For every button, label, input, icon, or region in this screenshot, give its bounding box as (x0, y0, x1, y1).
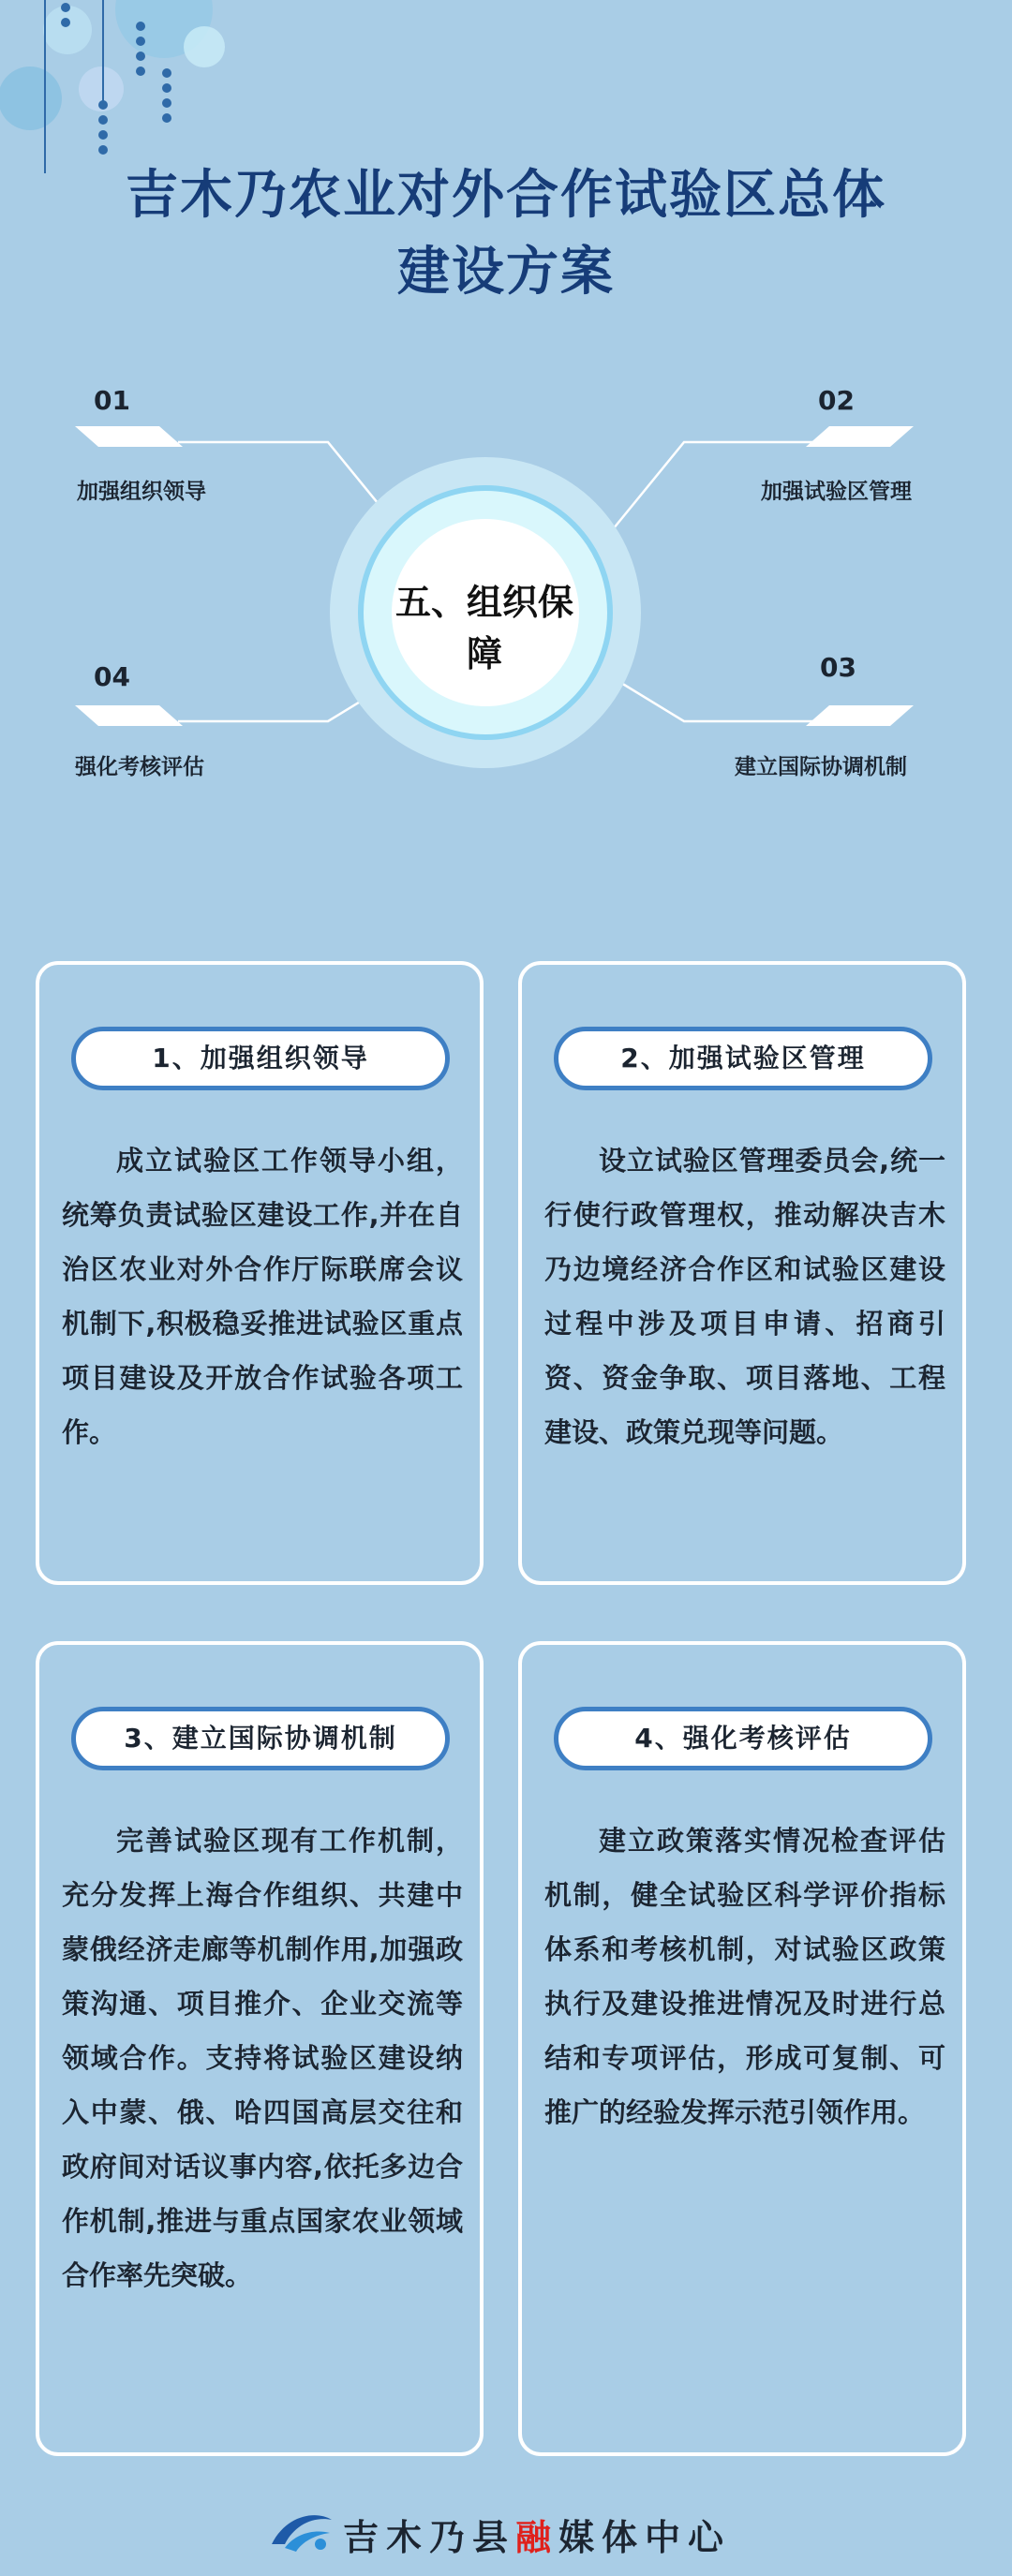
hub-label-03: 建立国际协调机制 (735, 755, 907, 779)
hub-diagram (0, 356, 1012, 787)
hub-center-label: 五、组织保障 (394, 582, 573, 674)
tab-04 (75, 705, 183, 726)
connector-03 (600, 670, 834, 721)
card-heading: 2、加强试验区管理 (554, 1027, 932, 1090)
media-center-logo-icon (268, 2507, 335, 2555)
hub-label-01: 加强组织领导 (77, 480, 206, 504)
card-organization-leadership (36, 961, 484, 1585)
footer-brand-accent: 融 (515, 2517, 559, 2558)
card-body: 设立试验区管理委员会,统一行使行政管理权，推动解决吉木乃边境经济合作区和试验区建设过程中涉及项目申请、招商引资、资金争取、项目落地、工程建设、政策兑现等问题。 (544, 1145, 945, 1448)
hub-label-04: 强化考核评估 (75, 755, 204, 779)
hub-num-03: 03 (820, 652, 856, 683)
footer-brand-part2: 媒体中心 (558, 2517, 732, 2558)
card-body: 建立政策落实情况检查评估机制，健全试验区科学评价指标体系和考核机制，对试验区政策执行及建设推进情况及时进行总结和专项评估，形成可复制、可推广的经验发挥示范引领作用。 (544, 1825, 945, 2128)
hub-num-04: 04 (94, 661, 130, 692)
card-assessment (518, 1641, 966, 2456)
hub-num-02: 02 (818, 385, 855, 416)
tab-03 (806, 705, 914, 726)
hub-num-01: 01 (94, 385, 130, 416)
page-title (84, 157, 928, 311)
footer-brand (343, 2509, 731, 2560)
page-title-line1: 吉木乃农业对外合作试验区总体 (126, 165, 886, 226)
card-zone-management (518, 961, 966, 1585)
card-body: 成立试验区工作领导小组，统筹负责试验区建设工作,并在自治区农业对外合作厅际联席会议机制下,积极稳妥推进试验区重点项目建设及开放合作试验各项工作。 (62, 1145, 463, 1448)
card-international-coordination (36, 1641, 484, 2456)
card-heading: 1、加强组织领导 (71, 1027, 450, 1090)
card-heading: 3、建立国际协调机制 (71, 1707, 450, 1770)
card-heading: 4、强化考核评估 (554, 1707, 932, 1770)
page-title-line2: 建设方案 (397, 242, 615, 303)
tab-01 (75, 426, 183, 447)
card-body: 完善试验区现有工作机制，充分发挥上海合作组织、共建中蒙俄经济走廊等机制作用,加强政策沟通、项目推介、企业交流等领域合作。支持将试验区建设纳入中蒙、俄、哈四国高层交往和政府间对话议事内容,依托多边合作机制,推进与重点国家农业领域合作率先突破。 (62, 1825, 463, 2291)
hub-label-02: 加强试验区管理 (761, 480, 912, 504)
tab-02 (806, 426, 914, 447)
footer-brand-part1: 吉木乃县 (343, 2517, 516, 2558)
footer (268, 2503, 755, 2559)
